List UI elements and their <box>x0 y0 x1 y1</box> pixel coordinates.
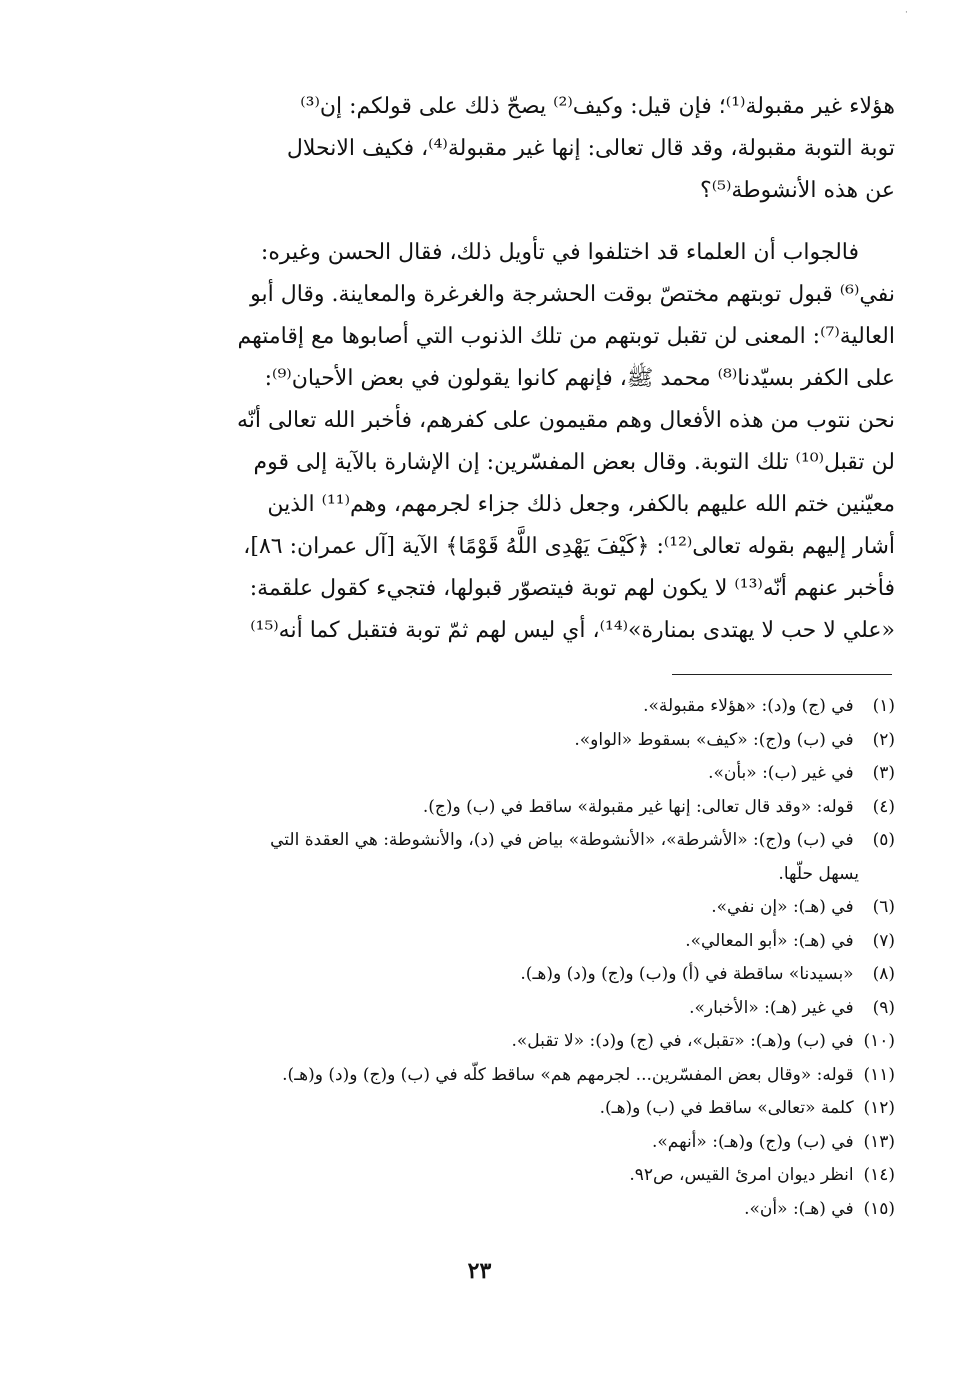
text-line: العالية⁽⁷⁾: المعنى لن تقبل توبتهم من تلك الذنوب التي أصابوها مع إقامتهم <box>237 324 895 349</box>
footnote-text: في (هـ): «أبو المعالي». <box>685 930 854 951</box>
footnote-3 <box>150 757 895 791</box>
footnote-number: (١٠) <box>863 1031 895 1051</box>
paragraph-1 <box>150 86 895 212</box>
footnote-text: في (ب) و(هـ): «تقبل»، في (ج) و(د): «لا تقبل». <box>511 1031 854 1051</box>
footnote-text: في غير (ب): «بأن». <box>708 763 854 783</box>
footnote-text: يسهل حلّها. <box>778 863 859 884</box>
footnote-12 <box>150 1092 895 1126</box>
footnotes-list <box>150 690 895 1226</box>
text-line: هؤلاء غير مقبولة⁽¹⁾؛ فإن قيل: وكيف⁽²⁾ يصحّ ذلك على قولكم: إن⁽³⁾ <box>300 94 895 119</box>
text-line: عن هذه الأنشوطة⁽⁵⁾؟ <box>700 178 895 203</box>
footnote-text: في (هـ): «أن». <box>744 1198 854 1219</box>
text-line: نفي⁽⁶⁾ قبول توبتهم مختصّ بوقت الحشرجة والغرغرة والمعاينة. وقال أبو <box>250 282 895 307</box>
footnote-number: (٦) <box>872 897 895 917</box>
footnote-10 <box>150 1025 895 1059</box>
text-line: لن تقبل⁽¹⁰⁾ تلك التوبة. وقال بعض المفسّرين: إن الإشارة بالآية إلى قوم <box>253 450 895 475</box>
footnote-2 <box>150 724 895 758</box>
footnote-number: (١٢) <box>863 1098 895 1118</box>
footnote-15 <box>150 1193 895 1227</box>
footnote-text: كلمة «تعالى» ساقط في (ب) و(هـ). <box>599 1098 854 1118</box>
footnote-text: انظر ديوان امرئ القيس، ص٩٢. <box>629 1165 854 1185</box>
footnote-text: في (ب) و(ج): «الأشرطة»، «الأنشوطة» بياض في (د)، والأنشوطة: هي العقدة التي <box>270 830 854 850</box>
footnote-number: (١٣) <box>863 1131 895 1152</box>
footnote-8 <box>150 958 895 992</box>
text-line: أشار إليهم بقوله تعالى⁽¹²⁾: ﴿كَيْفَ يَهْدِى اللَّهُ قَوْمًا﴾ الآية [آل عمران: ٨٦]، <box>243 534 895 559</box>
footnote-14 <box>150 1159 895 1193</box>
footnote-number: (٤) <box>872 796 895 817</box>
text-line: فأخبر عنهم أنّه⁽¹³⁾ لا يكون لهم توبة فيتصوّر قبولها، فتجيء كقول علقمة: <box>249 576 895 601</box>
footnote-6 <box>150 891 895 925</box>
footnote-7 <box>150 925 895 959</box>
footnote-text: في (ب) و(ج) و(هـ): «أنهم». <box>652 1131 854 1152</box>
footnote-number: (١١) <box>863 1064 895 1085</box>
footnote-number: (١٤) <box>863 1165 895 1185</box>
text-line: معيّنين ختم الله عليهم بالكفر، وجعل ذلك جزاء لجرمهم، وهم⁽¹¹⁾ الذين <box>267 492 895 517</box>
footnote-9 <box>150 992 895 1026</box>
footnote-number: (٢) <box>872 729 895 750</box>
paragraph-2 <box>150 232 895 652</box>
footnote-text: قوله: «وقال بعض المفسّرين... لجرمهم هم» ساقط كلّه في (ب) و(ج) و(د) و(هـ). <box>282 1064 854 1085</box>
footnote-number: (١٥) <box>863 1198 895 1219</box>
footnote-5 <box>150 824 895 858</box>
footnote-number: (٩) <box>872 997 895 1018</box>
footnote-11 <box>150 1059 895 1093</box>
footnote-separator <box>672 674 892 675</box>
footnote-4 <box>150 791 895 825</box>
footnote-text: في (هـ): «إن نفي». <box>711 897 854 917</box>
text-line: نحن نتوب من هذه الأفعال وهم مقيمون على كفرهم، فأخبر الله تعالى أنّه <box>236 408 895 433</box>
footnote-1 <box>150 690 895 724</box>
footnote-text: في (ب) و(ج): «كيف» بسقوط «الواو». <box>574 729 854 750</box>
footnote-number: (٥) <box>872 830 895 850</box>
text-line: توبة التوبة مقبولة، وقد قال تعالى: إنها غير مقبولة⁽⁴⁾، فكيف الانحلال <box>286 136 895 161</box>
text-line: فالجواب أن العلماء قد اختلفوا في تأويل ذلك، فقال الحسن وغيره: <box>260 240 859 265</box>
text-line: على الكفر بسيّدنا⁽⁸⁾ محمد ﷺ، فإنهم كانوا يقولون في بعض الأحيان⁽⁹⁾: <box>264 366 895 391</box>
footnote-text: في غير (هـ): «الأخبار». <box>689 997 854 1018</box>
footnote-text: «بسيدنا» ساقطة في (أ) و(ب) و(ج) و(د) و(هـ). <box>520 964 854 984</box>
footnote-number: (٨) <box>872 964 895 984</box>
text-line: «علي لا حب لا يهتدى بمنارة»⁽¹⁴⁾، أي ليس لهم ثمّ توبة فتقبل كما أنه⁽¹⁵⁾ <box>250 618 895 643</box>
footnote-13 <box>150 1126 895 1160</box>
page-number: ٢٣ <box>467 1258 492 1284</box>
footnote-text: قوله: «وقد قال تعالى: إنها غير مقبولة» ساقط في (ب) و(ج). <box>422 796 854 817</box>
footnote-5-continuation <box>150 858 895 892</box>
footnote-number: (١) <box>872 696 895 716</box>
footnote-number: (٣) <box>872 763 895 783</box>
footnote-number: (٧) <box>872 930 895 951</box>
footnote-text: في (ج) و(د): «هؤلاء مقبولة». <box>643 696 854 716</box>
corner-mark: · <box>905 8 908 18</box>
